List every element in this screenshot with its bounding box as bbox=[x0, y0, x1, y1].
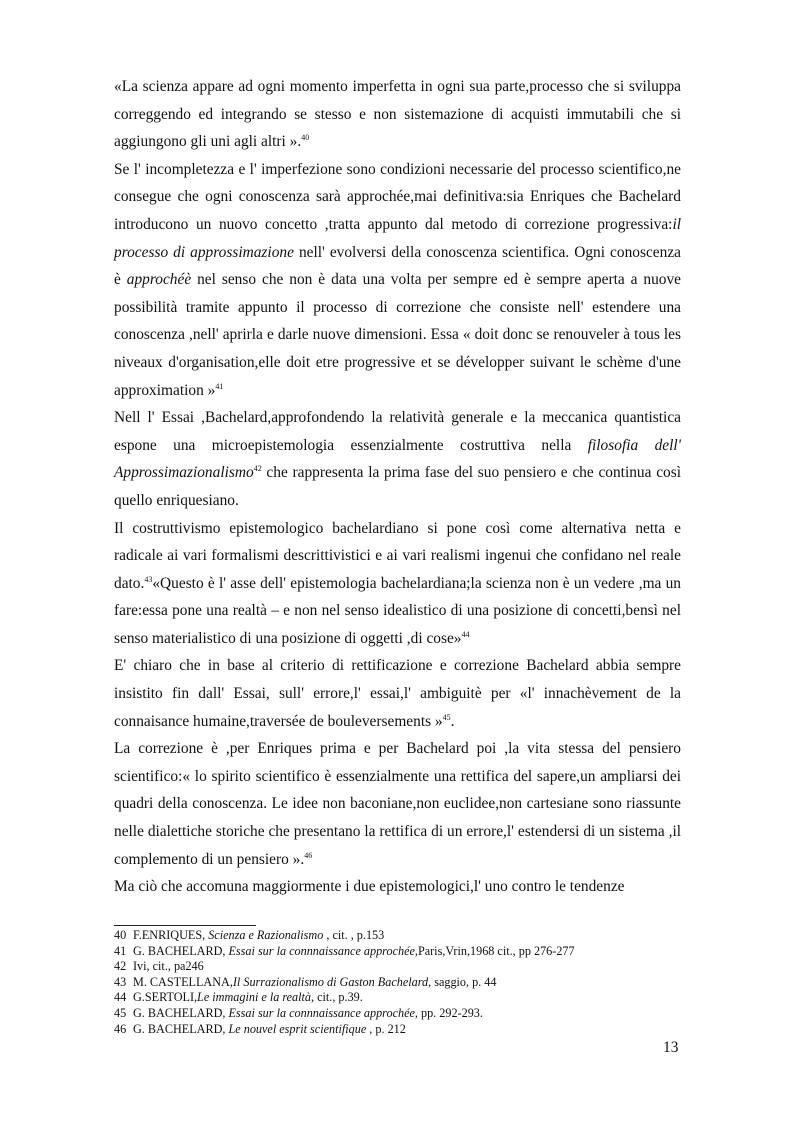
footnote-title: Le nouvel esprit scientifique bbox=[228, 1021, 367, 1036]
text-run: nel senso che non è data una volta per sempre ed è sempre aperta a nuove possibilità tramite appunto il processo di correzione che consiste nell' estendere una conoscenza ,nell' aprirla e darle nuove dimensioni. Essa « doit donc se renouveler à tous les niveaux d'organisation,elle doit etre progressive et se développer suivant le schème d'une approximation » bbox=[114, 271, 681, 399]
text-run: Ma ciò che accomuna maggiormente i due epistemologici,l' uno contro le tendenze bbox=[114, 878, 625, 896]
footnote-reference: 46 bbox=[304, 850, 313, 860]
body-paragraph bbox=[114, 156, 681, 404]
footnote-text: ,Paris,Vrin,1968 cit., pp 276-277 bbox=[414, 943, 575, 958]
footnote-item bbox=[114, 944, 681, 960]
footnote-number: 42 bbox=[114, 959, 127, 974]
body-paragraph bbox=[114, 515, 681, 653]
footnote-number: 40 bbox=[114, 928, 127, 942]
footnote-text: G. BACHELARD, bbox=[133, 943, 229, 958]
text-run: La correzione è ,per Enriques prima e per Bachelard poi ,la vita stessa del pensiero scientifico:« lo spirito scientifico è essenzialmente una rettifica del sapere,un ampliarsi dei quadri della conoscenza. Le idee non baconiane,non euclidee,non cartesiane sono riassunte nelle dialettiche storiche che presentano la rettifica di un errore,l' estendersi di un sistema ,il complemento di un pensiero ». bbox=[114, 740, 681, 868]
text-run: «Questo è l' asse dell' epistemologia bachelardiana;la scienza non è un vedere ,ma un fare:essa pone una realtà – e non nel senso idealistico di una posizione di concetti,bensì nel senso materialistico di una posizione di oggetti ,di cose» bbox=[114, 574, 681, 647]
footnote-title: Essai sur la connnaissance approchée bbox=[228, 943, 415, 958]
footnote-number: 41 bbox=[114, 943, 127, 958]
body-paragraph bbox=[114, 73, 681, 156]
text-run: Se l' incompletezza e l' imperfezione sono condizioni necessarie del processo scientifico,ne consegue che ogni conoscenza sarà approchée,mai definitiva:sia Enriques che Bachelard introducono un nuovo concetto ,tratta appunto dal metodo di correzione progressiva: bbox=[114, 160, 681, 233]
footnote-reference: 40 bbox=[301, 133, 310, 143]
page-number: 13 bbox=[663, 1039, 679, 1056]
footnote-number: 43 bbox=[114, 974, 127, 989]
text-run: che rappresenta la prima fase del suo pensiero e che continua così quello enriquesiano. bbox=[114, 464, 681, 509]
footnote-reference: 41 bbox=[215, 381, 224, 391]
body-paragraph bbox=[114, 735, 681, 873]
italic-text: filosofia dell' Approssimazionalismo bbox=[114, 436, 681, 482]
footnote-item bbox=[114, 928, 681, 944]
footnote-text: , p. 212 bbox=[366, 1021, 406, 1036]
footnote-title: Il Surrazionalismo di Gaston Bachelard bbox=[232, 974, 429, 989]
footnote-title: Scienza e Razionalismo bbox=[208, 928, 324, 942]
body-text bbox=[114, 73, 681, 901]
footnote-item bbox=[114, 990, 681, 1006]
footnote-item bbox=[114, 1006, 681, 1022]
footnote-text: , pp. 292-293. bbox=[414, 1005, 483, 1020]
footnote-reference: 43 bbox=[144, 574, 153, 584]
footnote-reference: 44 bbox=[461, 629, 470, 639]
footnote-text: , saggio, p. 44 bbox=[428, 974, 497, 989]
footnote-text: G.SERTOLI, bbox=[133, 990, 198, 1005]
text-run: «La scienza appare ad ogni momento imperfetta in ogni sua parte,processo che si sviluppa correggendo ed integrando se stesso e non sistemazione di acquisti immutabili che si aggiungono gli uni agli altri ». bbox=[114, 78, 681, 151]
footnote-item bbox=[114, 975, 681, 991]
footnote-item bbox=[114, 959, 681, 975]
italic-text: il processo di approssimazione bbox=[114, 215, 681, 261]
footnote-number: 45 bbox=[114, 1005, 127, 1020]
footnote-text: F.ENRIQUES, bbox=[133, 928, 209, 942]
footnote-item bbox=[114, 1022, 681, 1038]
footnote-separator bbox=[114, 925, 256, 926]
footnote-number: 46 bbox=[114, 1021, 127, 1036]
footnote-title: Le immagini e la realtà bbox=[197, 990, 312, 1005]
footnote-title: Essai sur la connnaissance approchée bbox=[228, 1005, 415, 1020]
footnotes bbox=[114, 928, 681, 1037]
footnote-text: G. BACHELARD, bbox=[133, 1021, 229, 1036]
footnote-text: , cit. , p.153 bbox=[323, 928, 385, 942]
text-run: nell' evolversi della conoscenza scientifica. Ogni conoscenza è bbox=[114, 243, 681, 289]
footnote-reference: 45 bbox=[442, 712, 451, 722]
body-paragraph bbox=[114, 652, 681, 735]
body-paragraph bbox=[114, 404, 681, 514]
footnote-text: , cit., p.39. bbox=[311, 990, 363, 1005]
footnote-number: 44 bbox=[114, 990, 127, 1005]
text-run: E' chiaro che in base al criterio di rettificazione e correzione Bachelard abbia sempre insistito fin dall' Essai, sull' errore,l' essai,l' ambiguitè per «l' innachèvement de la connaisance humaine,traversée de bouleversements » bbox=[114, 657, 681, 730]
footnote-text: Ivi, cit., pa246 bbox=[133, 959, 204, 974]
text-run: Il costruttivismo epistemologico bachelardiano si pone così come alternativa netta e radicale ai vari formalismi descrittivistici e ai vari realismi ingenui che confidano nel reale dato. bbox=[114, 519, 681, 592]
footnote-text: G. BACHELARD, bbox=[133, 1005, 229, 1020]
footnote-reference: 42 bbox=[253, 464, 262, 474]
text-run: . bbox=[450, 712, 455, 730]
footnote-text: M. CASTELLANA, bbox=[133, 974, 233, 989]
italic-text: approchéè bbox=[126, 271, 192, 289]
text-run: Nell l' Essai ,Bachelard,approfondendo la relatività generale e la meccanica quantistica espone una microepistemologia essenzialmente costruttiva nella bbox=[114, 409, 681, 454]
body-paragraph bbox=[114, 873, 681, 901]
